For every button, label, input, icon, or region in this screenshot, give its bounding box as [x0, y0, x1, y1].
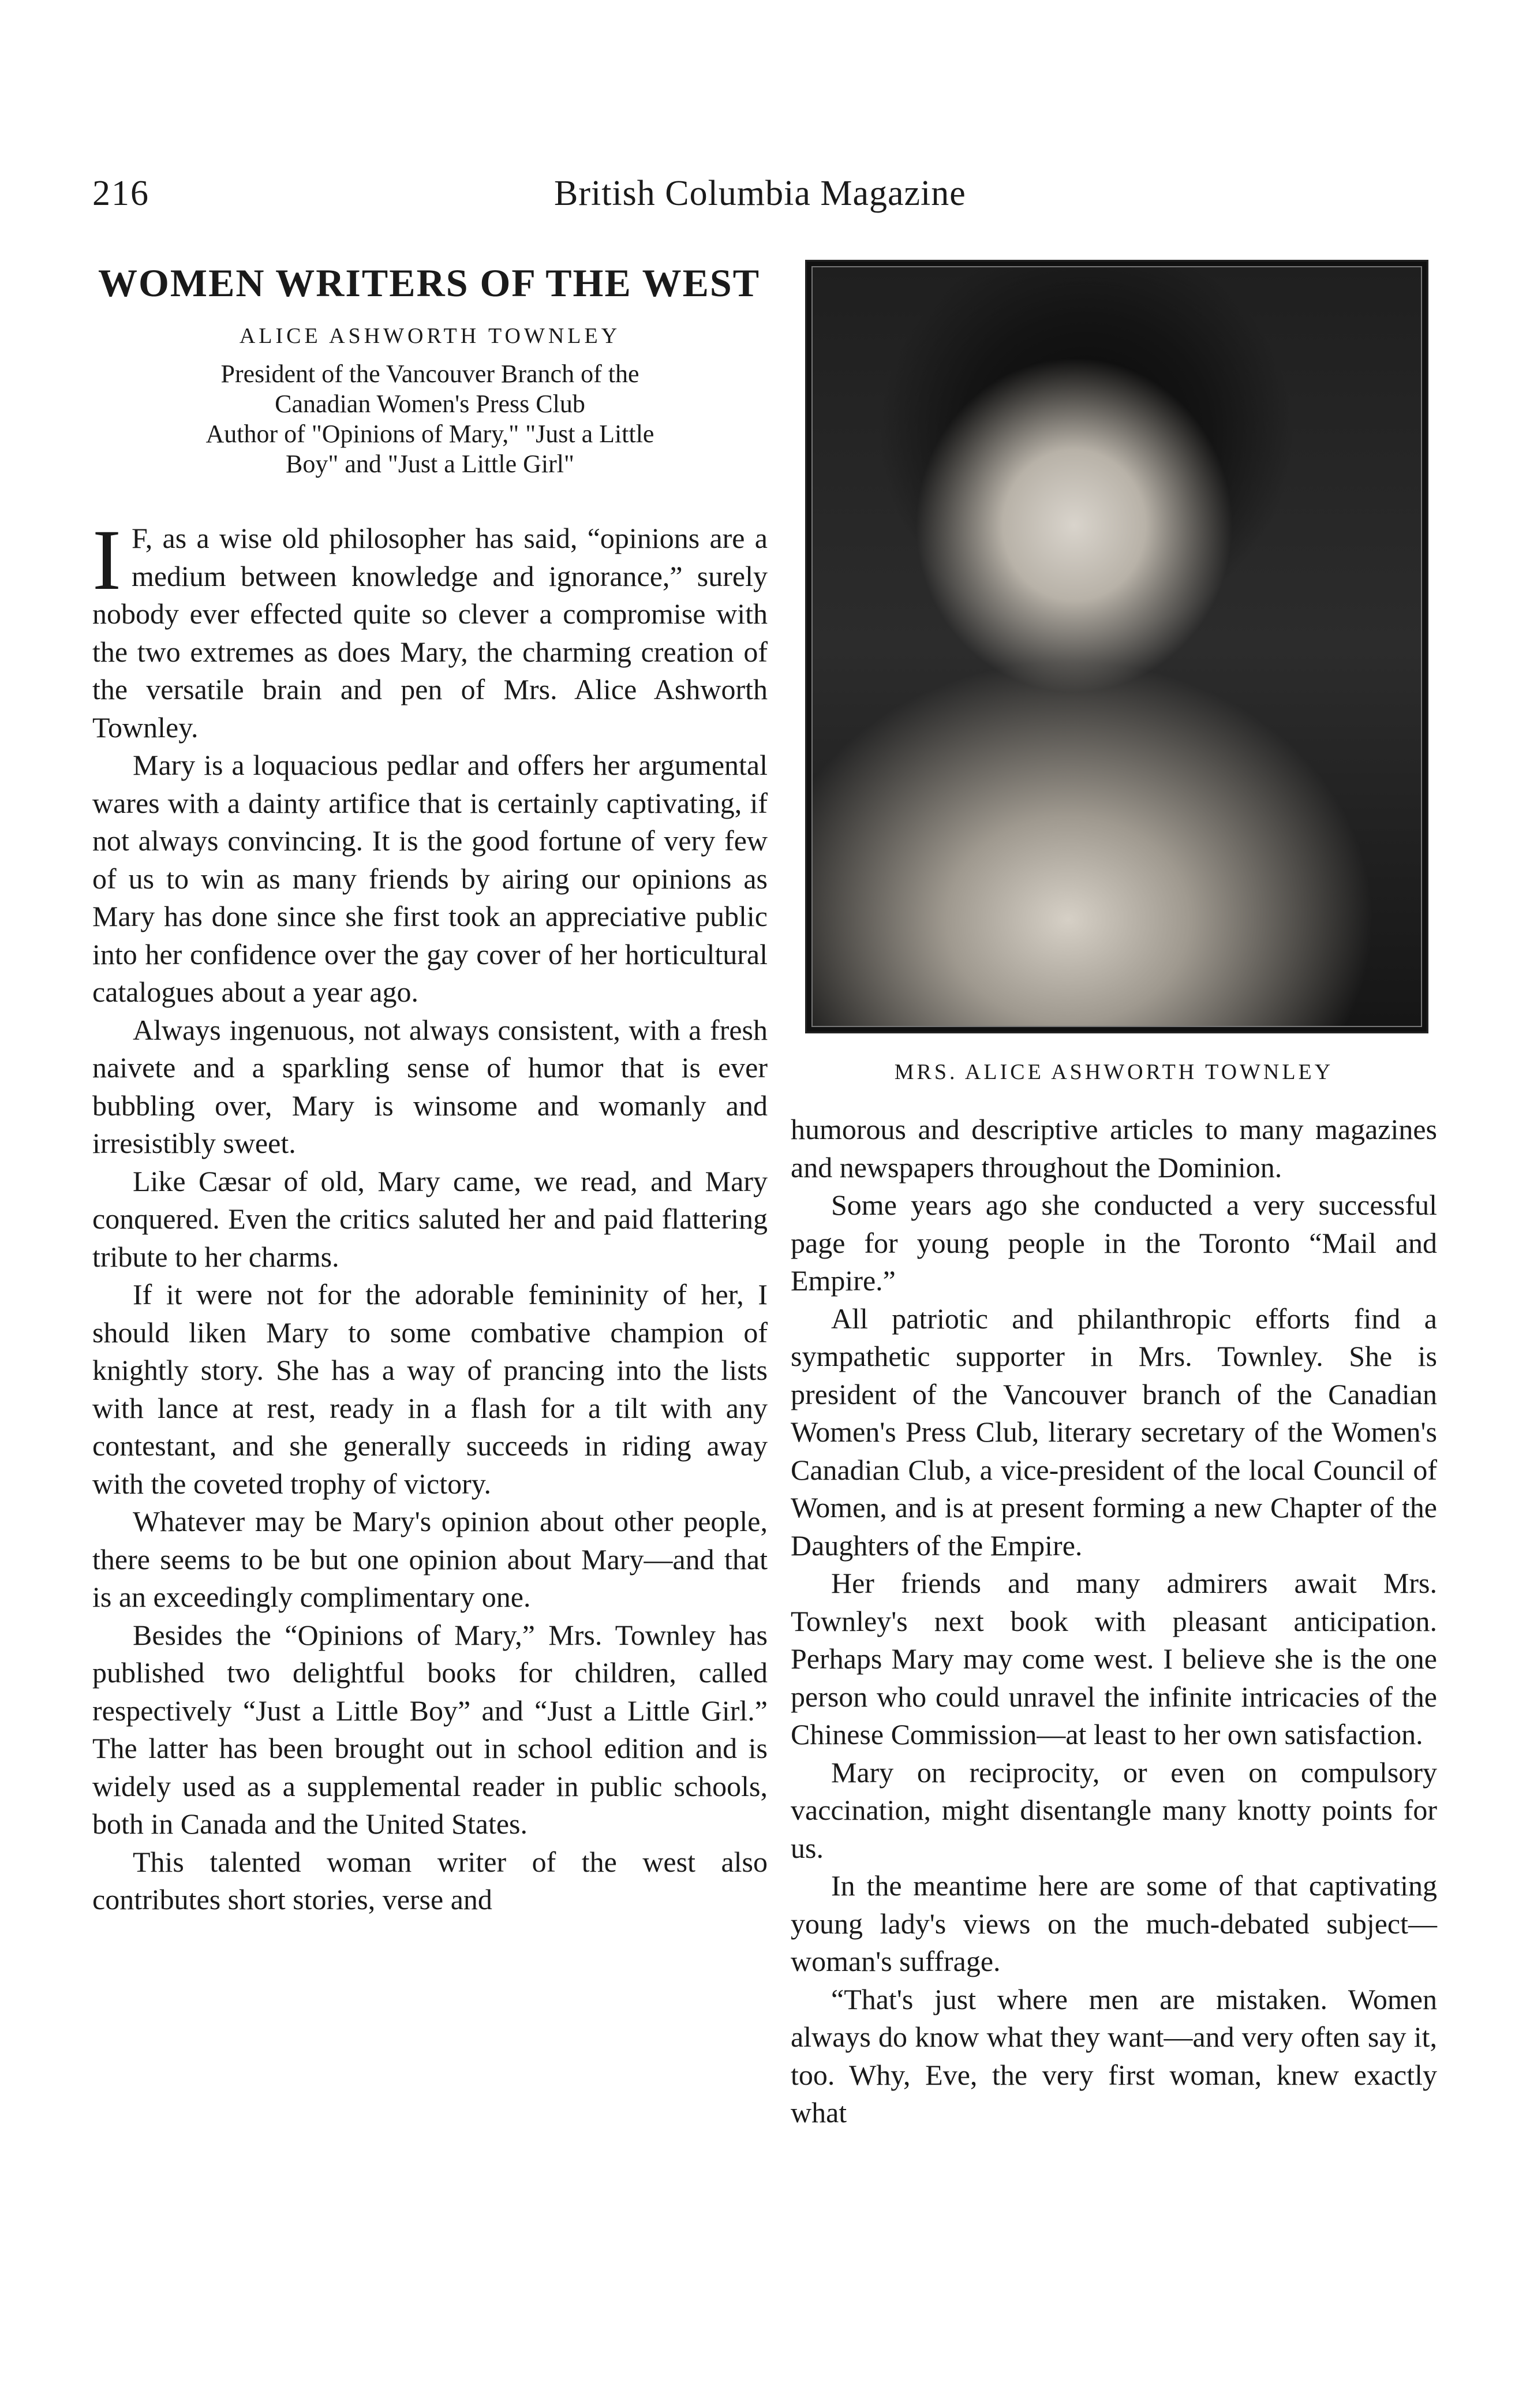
paragraph: Like Cæsar of old, Mary came, we read, and Mary conquered. Even the critics saluted her and paid flattering tribute to her charms.	[92, 1164, 768, 1273]
photo-caption: MRS. ALICE ASHWORTH TOWNLEY	[894, 1060, 1334, 1084]
paragraph: Always ingenuous, not always consistent, with a fresh naivete and a sparkling sense of humor that is ever bubbling over, Mary is winsome and womanly and irresistibly sweet.	[92, 1013, 768, 1159]
author-name: ALICE ASHWORTH TOWNLEY	[239, 324, 621, 348]
right-body-text	[791, 1111, 1437, 2132]
running-head: British Columbia Magazine	[554, 174, 966, 213]
paragraph: This talented woman writer of the west also contributes short stories, verse and	[92, 1845, 768, 1916]
paragraph	[92, 512, 768, 746]
left-column	[92, 260, 768, 1919]
portrait-photo	[805, 260, 1428, 1033]
paragraph: Whatever may be Mary's opinion about other people, there seems to be but one opinion about Mary—and that is an exceedingly complimentary one.	[92, 1505, 768, 1613]
author-credential-line: Canadian Women's Press Club	[275, 390, 585, 418]
paragraph: Mary is a loquacious pedlar and offers her argumental wares with a dainty artifice that is certainly captivating, if not always convincing. It is the good fortune of very few of us to win as many friends by airing our opinions as Mary has done since she first took an appreciative public into her confidence over the gay cover of her horticultural catalogues about a year ago.	[92, 749, 768, 1008]
author-info	[92, 323, 768, 479]
paragraph: Besides the “Opinions of Mary,” Mrs. Townley has published two delightful books for children, called respectively “Just a Little Boy” and “Just a Little Girl.” The latter has been brought out in school edition and is widely used as a supplemental reader in public schools, both in Canada and the United States.	[92, 1618, 768, 1840]
paragraph-text: F, as a wise old philosopher has said, “opinions are a medium between knowledge and ignorance,” surely nobody ever effected quite so clever a compromise with the two extremes as does Mary, the charming creation of the versatile brain and pen of Mrs. Alice Ashworth Townley.	[92, 522, 768, 744]
paragraph: Mary on reciprocity, or even on compulsory vaccination, might disentangle many knotty points for us.	[791, 1756, 1437, 1864]
author-credential-line: President of the Vancouver Branch of the	[220, 360, 639, 388]
drop-cap: I	[92, 512, 121, 608]
article-title: WOMEN WRITERS OF THE WEST	[98, 261, 761, 305]
paragraph: Her friends and many admirers await Mrs. Townley's next book with pleasant anticipation. Perhaps Mary may come west. I believe she is the one person who could unravel the infinite intricacies of the Chinese Commission—at least to her own satisfaction.	[791, 1567, 1437, 1750]
paragraph: In the meantime here are some of that captivating young lady's views on the much-debated subject—woman's suffrage.	[791, 1869, 1437, 1977]
paragraph: humorous and descriptive articles to many magazines and newspapers throughout the Dominion.	[791, 1113, 1437, 1184]
portrait-image	[811, 266, 1422, 1027]
paragraph: All patriotic and philanthropic efforts find a sympathetic supporter in Mrs. Townley. She is president of the Vancouver branch of the Canadian Women's Press Club, literary secretary of the Women's Canadian Club, a vice-president of the local Council of Women, and is at present forming a new Chapter of the Daughters of the Empire.	[791, 1302, 1437, 1562]
author-credential-line: Author of "Opinions of Mary," "Just a Little	[205, 420, 654, 448]
author-credential-line: Boy" and "Just a Little Girl"	[286, 450, 574, 478]
paragraph: “That's just where men are mistaken. Women always do know what they want—and very often say it, too. Why, Eve, the very first woman, knew exactly what	[791, 1983, 1437, 2129]
left-body-text	[92, 512, 768, 1919]
right-column	[791, 260, 1437, 2132]
paragraph: If it were not for the adorable femininity of her, I should liken Mary to some combative champion of knightly story. She has a way of prancing into the lists with lance at rest, ready in a flash for a tilt with any contestant, and she generally succeeds in riding away with the coveted trophy of victory.	[92, 1278, 768, 1500]
page-number: 216	[92, 174, 149, 213]
paragraph: Some years ago she conducted a very successful page for young people in the Toronto “Mail and Empire.”	[791, 1189, 1437, 1297]
